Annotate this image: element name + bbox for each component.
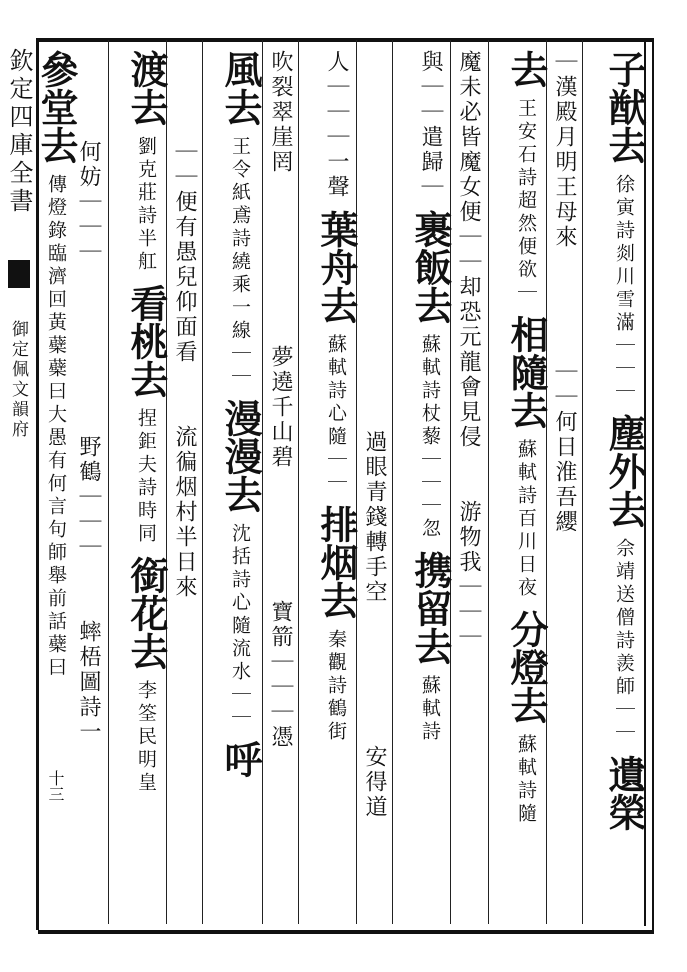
entry-heading: 塵外去 (602, 414, 647, 528)
entry-citation: 蘇軾詩 (419, 675, 441, 744)
entry-heading: 裹飯去 (408, 210, 453, 324)
column-rule (488, 40, 489, 924)
entry-citation: 傳燈錄臨濟回黃蘗蘗曰大愚有何言句師舉前話蘗曰 (45, 174, 67, 680)
column-rule (298, 40, 299, 924)
column-rule (356, 40, 357, 924)
page-number: 十三 (46, 770, 65, 802)
entry-citation: 蘇軾詩杖藜｜｜｜忽 (419, 334, 441, 541)
entry-text: 流徧烟村半日來 (172, 425, 197, 600)
entry-text: 蟀梧圖詩一 (76, 620, 101, 745)
column-rule (166, 40, 167, 924)
column-rule (108, 40, 109, 924)
entry-text: 吹裂翠崖罔 (268, 50, 293, 175)
entry-citation: 李筌民明皇 (135, 680, 157, 795)
entry-text: 人｜｜｜一聲 (324, 50, 349, 200)
entry-heading: 相隨去 (504, 315, 549, 429)
entry-text: 寶箭｜｜｜憑 (268, 600, 293, 750)
text-column-1 (586, 50, 647, 912)
entry-citation: 佘靖送僧詩羨師｜｜ (613, 538, 635, 745)
fishtail-mark (8, 260, 30, 288)
entry-text: 過眼青錢轉手空 (362, 430, 387, 605)
entry-heading: 風去 (218, 50, 263, 126)
entry-text: 與｜｜遣歸｜ (418, 50, 443, 200)
text-column-8 (266, 50, 298, 912)
entry-citation: 王令紙鳶詩繞乘一線｜｜ (229, 136, 251, 389)
column-rule (392, 40, 393, 924)
text-column-6 (360, 50, 392, 912)
text-column-4 (454, 50, 486, 912)
entry-citation: 劉克莊詩半舡 (135, 136, 157, 274)
margin-title: 欽定四庫全書 (5, 48, 33, 216)
entry-text: 游物我｜｜｜ (456, 500, 481, 650)
column-rule (582, 40, 583, 924)
entry-heading: 渡去 (124, 50, 169, 126)
entry-citation: 捏鉅夫詩時同 (135, 408, 157, 546)
entry-heading: 携留去 (408, 551, 453, 665)
column-rule (546, 40, 547, 924)
entry-citation: 蘇軾詩心隨｜｜ (325, 334, 347, 495)
entry-text: 魔未必皆魔女便｜｜却恐元龍會見侵 (456, 50, 481, 450)
entry-heading: 分燈去 (504, 610, 549, 724)
entry-heading: 呼 (218, 740, 263, 778)
column-rule (450, 40, 451, 924)
entry-text: 何妨｜｜｜ (76, 140, 101, 265)
text-column-10 (170, 50, 202, 912)
entry-text: ｜｜何日淮吾纓 (552, 360, 577, 535)
entry-text: 夢遶千山碧 (268, 345, 293, 470)
entry-citation: 秦觀詩鶴街 (325, 629, 347, 744)
entry-text: 安得道 (362, 745, 387, 820)
entry-citation: 徐寅詩剡川雪滿｜｜｜ (613, 174, 635, 404)
entry-heading: 參堂去 (34, 50, 79, 164)
entry-heading: 葉舟去 (314, 210, 359, 324)
text-column-12 (76, 50, 106, 912)
column-rule (202, 40, 203, 924)
text-column-9 (206, 50, 263, 912)
text-column-5 (396, 50, 453, 912)
entry-heading: 看桃去 (124, 284, 169, 398)
entry-text: ｜漢殿月明王母來 (552, 50, 577, 250)
entry-citation: 沈括詩心隨流水｜｜ (229, 523, 251, 730)
margin-subtitle: 御定佩文韻府 (8, 320, 28, 440)
entry-heading: 漫漫去 (218, 399, 263, 513)
text-column-2 (550, 50, 582, 912)
entry-citation: 蘇軾詩隨 (515, 734, 537, 826)
entry-text: ｜｜便有愚兒仰面看 (172, 140, 197, 365)
entry-heading: 子猷去 (602, 50, 647, 164)
entry-heading: 遺榮 (602, 755, 647, 831)
entry-citation: 蘇軾詩百川日夜 (515, 439, 537, 600)
entry-heading: 排烟去 (314, 505, 359, 619)
entry-text: 野鶴｜｜｜ (76, 435, 101, 560)
entry-citation: 王安石詩超然便欲｜ (515, 98, 537, 305)
entry-heading: 去 (504, 50, 549, 88)
text-column-3 (492, 50, 549, 912)
text-column-11 (112, 50, 169, 912)
text-column-16 (34, 50, 79, 912)
text-column-7 (302, 50, 359, 912)
entry-heading: 銜花去 (124, 556, 169, 670)
